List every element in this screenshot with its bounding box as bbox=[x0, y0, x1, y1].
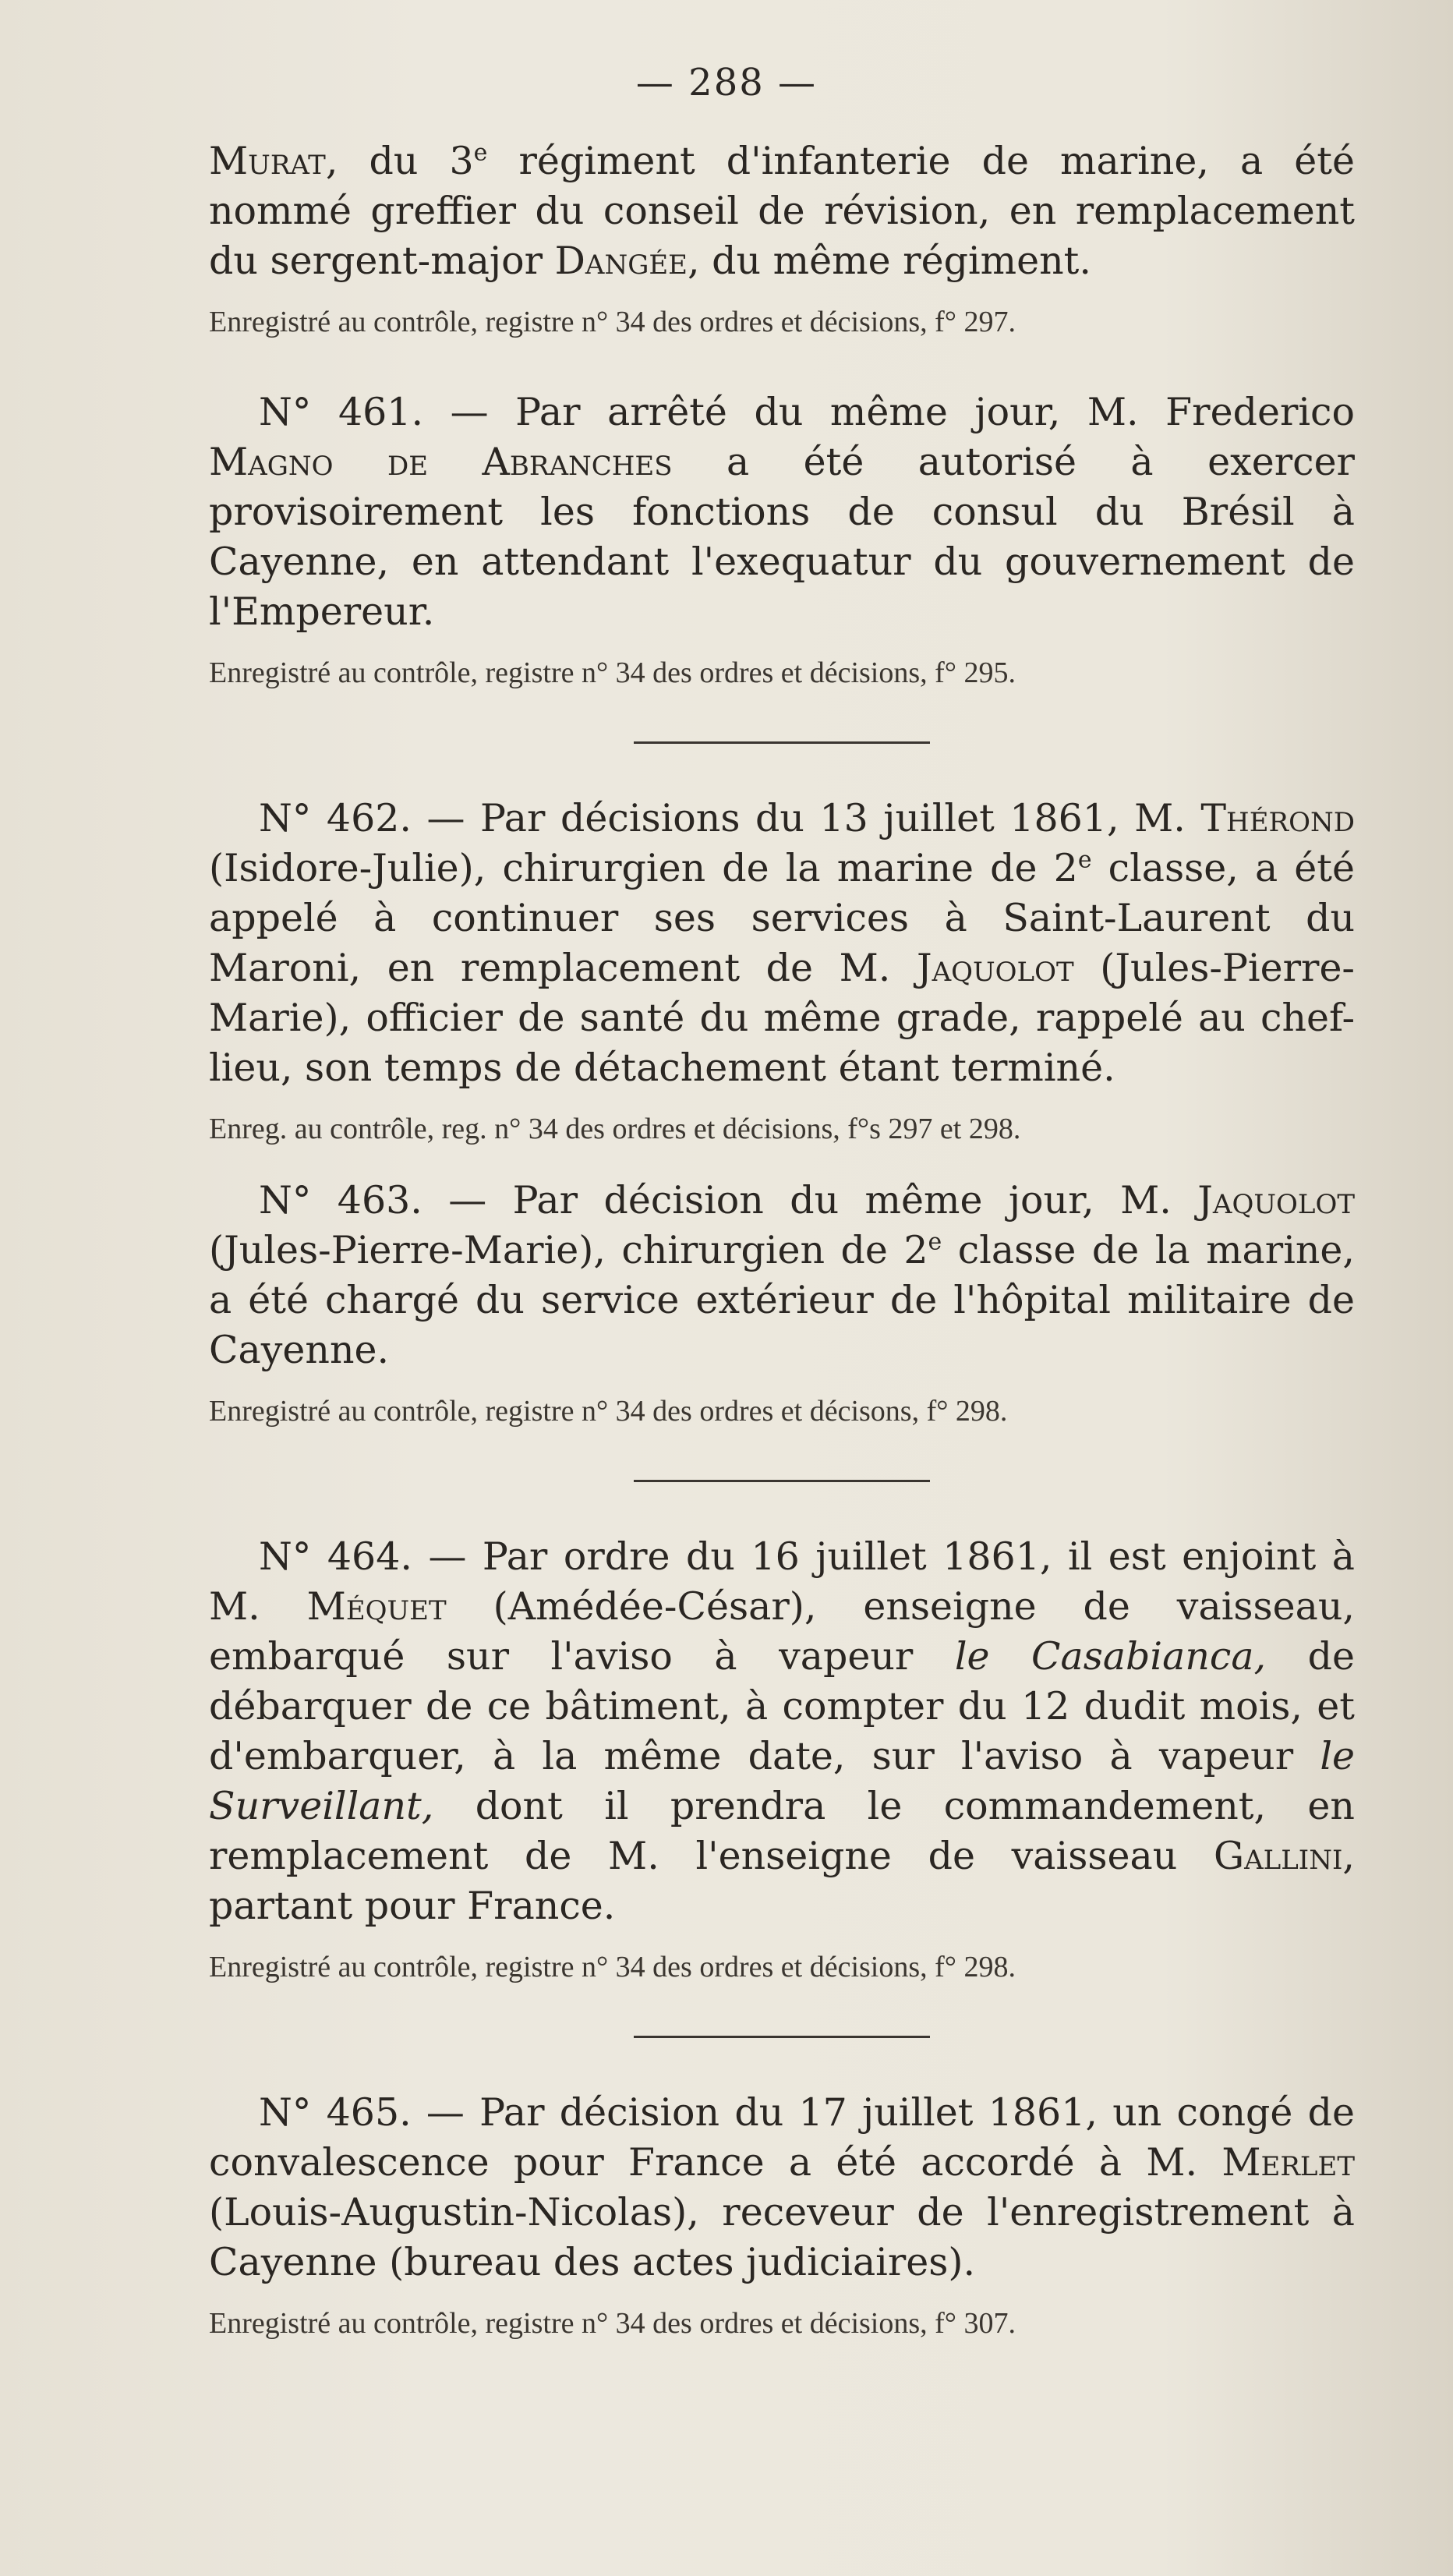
text-segment: , du même régiment. bbox=[688, 239, 1091, 283]
text-segment: e bbox=[473, 139, 488, 167]
name-smallcaps: Dangée bbox=[554, 239, 688, 283]
name-smallcaps: Murat bbox=[209, 139, 326, 183]
text-segment: N° 461. — Par arrêté du même jour, M. Frederico bbox=[259, 390, 1355, 434]
section-divider bbox=[634, 2036, 930, 2038]
entry-record: Enregistré au contrôle, registre n° 34 des ordres et décisions, f° 297. bbox=[209, 306, 1016, 338]
text-segment: dont il prendra le commandement, en remplacement de M. l'enseigne de vaisseau bbox=[209, 1784, 1355, 1878]
section-divider bbox=[634, 1480, 930, 1482]
entry-body bbox=[209, 1176, 1355, 1375]
text-segment: de débarquer de ce bâtiment, à compter du 12 dudit mois, et d'embarquer, à la même date, sur l'aviso à vapeur bbox=[209, 1634, 1355, 1778]
text-segment: N° 463. — Par décision du même jour, M. bbox=[259, 1178, 1198, 1223]
vessel-name: le Surveillant, bbox=[209, 1734, 1355, 1828]
entry-record: Enregistré au contrôle, registre n° 34 des ordres et décisions, f° 295. bbox=[209, 656, 1016, 689]
text-segment: (Amédée-César), enseigne de vaisseau, embarqué sur l'aviso à vapeur bbox=[209, 1584, 1356, 1679]
entry-465 bbox=[209, 2088, 1355, 2344]
entry-continuation bbox=[209, 136, 1355, 342]
entry-462 bbox=[209, 794, 1355, 1149]
name-smallcaps: Jaquolot bbox=[916, 946, 1074, 990]
text-segment: , partant pour France. bbox=[209, 1834, 1355, 1928]
name-smallcaps: Thérond bbox=[1200, 796, 1355, 840]
entry-463 bbox=[209, 1176, 1355, 1431]
text-segment: classe, a été appelé à continuer ses services à Saint-Laurent du Maroni, en remplacement de M. bbox=[209, 846, 1355, 990]
text-segment: (Jules-Pierre-Marie), officier de santé du même grade, rappelé au chef-lieu, son temps de détachement étant terminé. bbox=[209, 946, 1355, 1090]
vessel-name: le Casabianca, bbox=[954, 1634, 1267, 1679]
entry-464 bbox=[209, 1532, 1355, 1987]
entry-record: Enregistré au contrôle, registre n° 34 des ordres et décisons, f° 298. bbox=[209, 1395, 1008, 1428]
page-content bbox=[209, 136, 1355, 2344]
name-smallcaps: Merlet bbox=[1221, 2140, 1355, 2185]
text-segment: (Jules-Pierre-Marie), chirurgien de 2 bbox=[209, 1228, 928, 1272]
entry-record: Enreg. au contrôle, reg. n° 34 des ordres et décisions, f°s 297 et 298. bbox=[209, 1113, 1021, 1145]
entry-record: Enregistré au contrôle, registre n° 34 des ordres et décisions, f° 307. bbox=[209, 2307, 1016, 2340]
entry-body bbox=[209, 387, 1355, 637]
entry-body bbox=[209, 794, 1355, 1093]
entry-body bbox=[209, 136, 1355, 286]
text-segment: e bbox=[928, 1228, 942, 1256]
text-segment: N° 464. — Par ordre du 16 juillet 1861, il est enjoint à M. bbox=[209, 1534, 1355, 1629]
entry-461 bbox=[209, 387, 1355, 693]
text-segment: N° 462. — Par décisions du 13 juillet 1861, M. bbox=[259, 796, 1201, 840]
text-segment: N° 465. — Par décision du 17 juillet 1861, un congé de convalescence pour France a été accordé à M. bbox=[209, 2090, 1355, 2185]
name-smallcaps: Magno de Abranches bbox=[209, 440, 673, 484]
name-smallcaps: Gallini bbox=[1213, 1834, 1343, 1878]
text-segment: classe de la marine, a été chargé du service extérieur de l'hôpital militaire de Cayenne. bbox=[209, 1228, 1355, 1372]
text-segment: (Isidore-Julie), chirurgien de la marine de 2 bbox=[209, 846, 1078, 890]
text-segment: (Louis-Augustin-Nicolas), receveur de l'enregistrement à Cayenne (bureau des actes judiciaires). bbox=[209, 2190, 1355, 2284]
name-smallcaps: Méquet bbox=[306, 1584, 447, 1629]
text-segment: e bbox=[1077, 846, 1092, 874]
section-divider bbox=[634, 741, 930, 744]
entry-record: Enregistré au contrôle, registre n° 34 des ordres et décisions, f° 298. bbox=[209, 1951, 1016, 1983]
text-segment: a été autorisé à exercer provisoirement les fonctions de consul du Brésil à Cayenne, en attendant l'exequatur du gouvernement de l'Empereur. bbox=[209, 440, 1355, 634]
name-smallcaps: Jaquolot bbox=[1197, 1178, 1355, 1223]
page-number: — 288 — bbox=[635, 61, 818, 104]
text-segment: , du 3 bbox=[325, 139, 474, 183]
entry-body bbox=[209, 2088, 1355, 2288]
text-segment: régiment d'infanterie de marine, a été nommé greffier du conseil de révision, en remplacement du sergent-major bbox=[209, 139, 1355, 283]
entry-body bbox=[209, 1532, 1355, 1931]
